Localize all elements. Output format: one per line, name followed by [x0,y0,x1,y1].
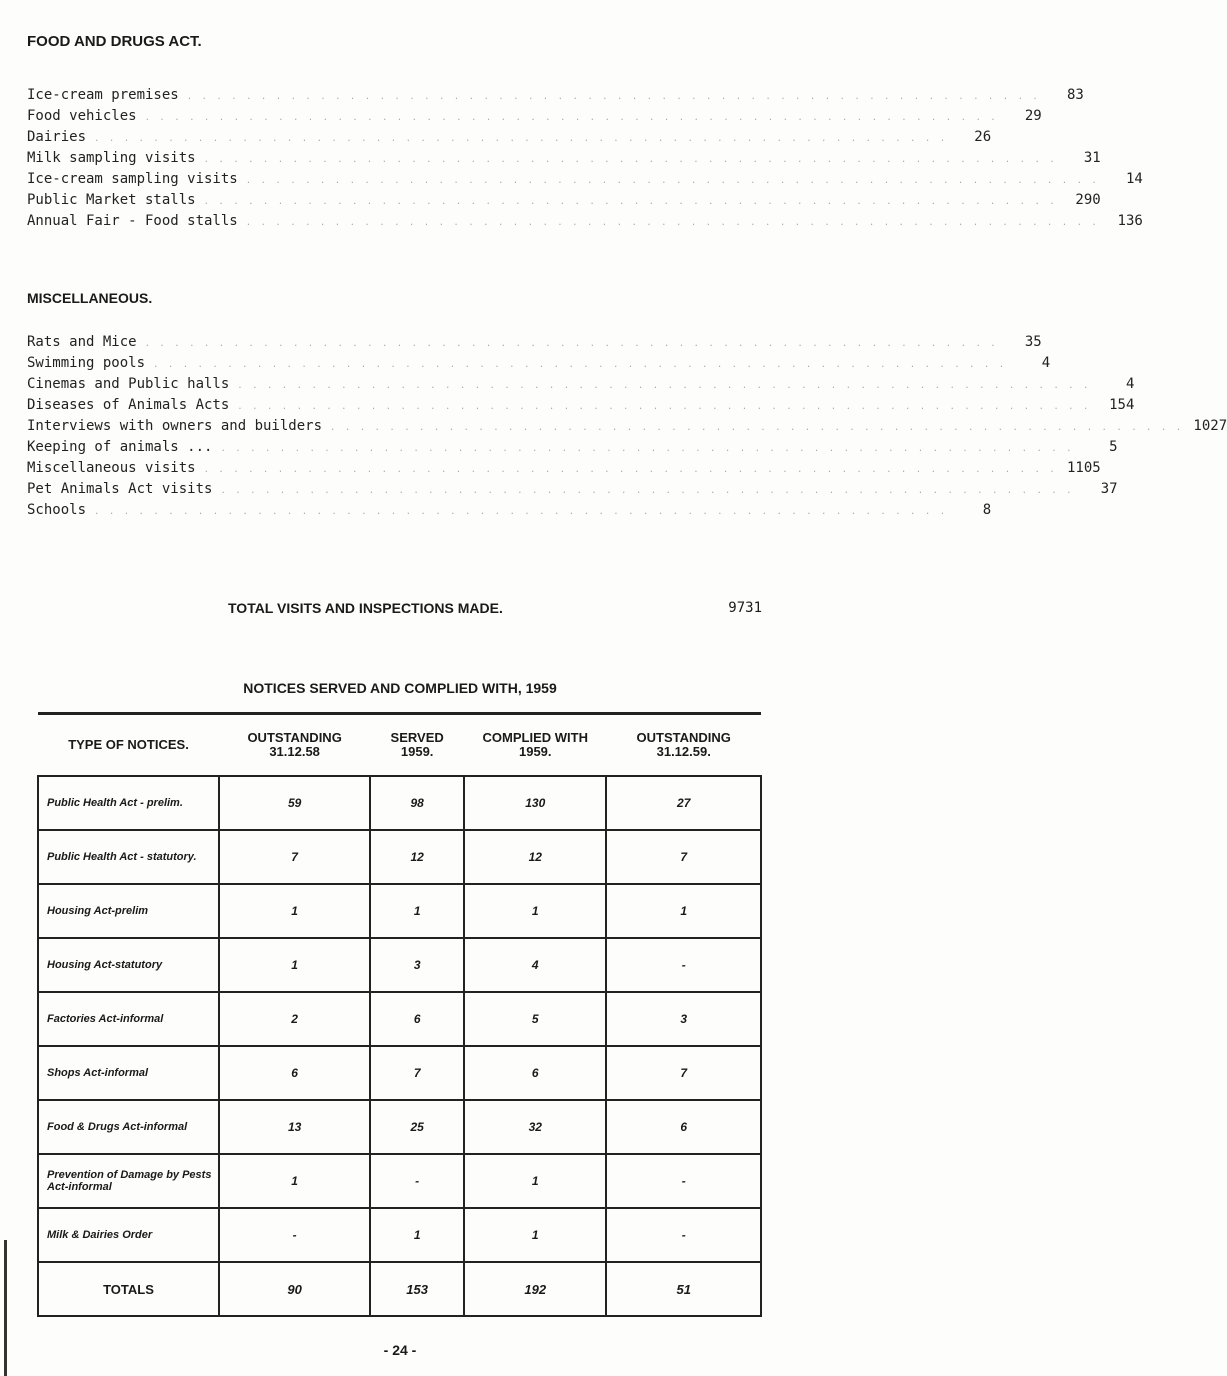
cell-outstanding-end: 7 [606,1046,761,1100]
item-value: 26 [974,129,992,145]
column-header-type: TYPE OF NOTICES. [38,714,219,777]
cell-served: - [370,1154,464,1208]
notice-type: Prevention of Damage by Pests Act-informal [38,1154,219,1208]
item-label: Pet Animals Act visits [27,481,213,497]
cell-outstanding-end: - [606,1208,761,1262]
item-value: 4 [1125,376,1135,392]
item-label: Miscellaneous visits [27,460,196,476]
column-header-outstanding-start: OUTSTANDING 31.12.58 [219,714,370,777]
list-item: Dairies . . . . . . . . . . . . . . . . . . . . . . . . . . . . . . . . . . . . . . . . . . . . . . . . . . . . . . . . . . 26 [27,129,992,145]
item-label: Annual Fair - Food stalls [27,213,238,229]
list-item: Keeping of animals ... . . . . . . . . . . . . . . . . . . . . . . . . . . . . . . . . . . . . . . . . . . . . . . . . . . . . . . . . . . 5 [27,439,1118,455]
item-label: Ice-cream sampling visits [27,171,238,187]
total-outstanding-start: 90 [219,1262,370,1316]
column-header-served: SERVED 1959. [370,714,464,777]
item-value: 154 [1109,397,1135,413]
list-item: Miscellaneous visits . . . . . . . . . . . . . . . . . . . . . . . . . . . . . . . . . . . . . . . . . . . . . . . . . . . . . . . . . . 1105 [27,460,1101,476]
cell-served: 12 [370,830,464,884]
item-label: Ice-cream premises [27,87,179,103]
cell-outstanding-start: 1 [219,884,370,938]
item-value: 35 [1024,334,1042,350]
list-item: Swimming pools . . . . . . . . . . . . . . . . . . . . . . . . . . . . . . . . . . . . . . . . . . . . . . . . . . . . . . . . . . 4 [27,355,1051,371]
item-value: 8 [982,502,992,518]
table-row [38,992,761,1046]
table-row [38,938,761,992]
cell-served: 25 [370,1100,464,1154]
item-label: Cinemas and Public halls [27,376,230,392]
cell-outstanding-end: 3 [606,992,761,1046]
item-label: Public Market stalls [27,192,196,208]
table-row [38,776,761,830]
cell-outstanding-end: - [606,1154,761,1208]
cell-outstanding-start: 13 [219,1100,370,1154]
list-item: Pet Animals Act visits . . . . . . . . . . . . . . . . . . . . . . . . . . . . . . . . . . . . . . . . . . . . . . . . . . . . . . . . . . 37 [27,481,1118,497]
list-item: Rats and Mice . . . . . . . . . . . . . . . . . . . . . . . . . . . . . . . . . . . . . . . . . . . . . . . . . . . . . . . . . . 35 [27,334,1042,350]
miscellaneous-list [27,334,1227,523]
notices-heading: NOTICES SERVED AND COMPLIED WITH, 1959 [243,680,557,696]
cell-served: 98 [370,776,464,830]
notice-type: Factories Act-informal [38,992,219,1046]
scan-edge-mark [4,1240,7,1376]
total-visits-line [0,600,800,622]
cell-served: 6 [370,992,464,1046]
list-item: Milk sampling visits . . . . . . . . . . . . . . . . . . . . . . . . . . . . . . . . . . . . . . . . . . . . . . . . . . . . . . . . . . 31 [27,150,1101,166]
cell-outstanding-start: 2 [219,992,370,1046]
column-header-complied: COMPLIED WITH 1959. [464,714,606,777]
cell-complied: 4 [464,938,606,992]
cell-outstanding-end: 1 [606,884,761,938]
item-value: 37 [1100,481,1118,497]
table-row [38,1046,761,1100]
table-row [38,1208,761,1262]
column-header-outstanding-end: OUTSTANDING 31.12.59. [606,714,761,777]
cell-complied: 130 [464,776,606,830]
cell-outstanding-start: 6 [219,1046,370,1100]
cell-outstanding-end: 6 [606,1100,761,1154]
notice-type: Food & Drugs Act-informal [38,1100,219,1154]
cell-served: 1 [370,1208,464,1262]
notice-type: Shops Act-informal [38,1046,219,1100]
notice-type: Public Health Act - prelim. [38,776,219,830]
cell-served: 1 [370,884,464,938]
item-label: Rats and Mice [27,334,137,350]
page-heading: FOOD AND DRUGS ACT. [27,33,202,50]
cell-outstanding-start: 59 [219,776,370,830]
notice-type: Housing Act-prelim [38,884,219,938]
table-row [38,884,761,938]
page-number: - 24 - [383,1342,417,1358]
table-row [38,1100,761,1154]
item-value: 5 [1109,439,1118,455]
notice-type: Public Health Act - statutory. [38,830,219,884]
table-row [38,830,761,884]
list-item: Annual Fair - Food stalls . . . . . . . . . . . . . . . . . . . . . . . . . . . . . . . . . . . . . . . . . . . . . . . . . . . . . . . . . . 136 [27,213,1143,229]
cell-complied: 32 [464,1100,606,1154]
totals-row [38,1262,761,1316]
cell-outstanding-end: 27 [606,776,761,830]
total-visits-value: 9731 [728,600,762,616]
totals-label: TOTALS [38,1262,219,1316]
cell-complied: 6 [464,1046,606,1100]
item-value: 14 [1125,171,1143,187]
food-drugs-list [27,87,1143,234]
cell-outstanding-end: 7 [606,830,761,884]
list-item: Cinemas and Public halls . . . . . . . . . . . . . . . . . . . . . . . . . . . . . . . . . . . . . . . . . . . . . . . . . . . . . . . . . . 4 [27,376,1135,392]
list-item: Diseases of Animals Acts . . . . . . . . . . . . . . . . . . . . . . . . . . . . . . . . . . . . . . . . . . . . . . . . . . . . . . . . . . 154 [27,397,1135,413]
table-row [38,1154,761,1208]
miscellaneous-heading: MISCELLANEOUS. [27,290,153,306]
total-outstanding-end: 51 [606,1262,761,1316]
notice-type: Milk & Dairies Order [38,1208,219,1262]
item-label: Interviews with owners and builders [27,418,323,434]
list-item: Ice-cream premises . . . . . . . . . . . . . . . . . . . . . . . . . . . . . . . . . . . . . . . . . . . . . . . . . . . . . . . . . . 83 [27,87,1084,103]
list-item: Interviews with owners and builders . . . . . . . . . . . . . . . . . . . . . . . . . . . . . . . . . . . . . . . . . . . . . . . . . . . . . . . . . . 1027 [27,418,1227,434]
item-label: Milk sampling visits [27,150,196,166]
list-item: Ice-cream sampling visits . . . . . . . . . . . . . . . . . . . . . . . . . . . . . . . . . . . . . . . . . . . . . . . . . . . . . . . . . . 14 [27,171,1143,187]
item-value: 4 [1041,355,1051,371]
item-label: Keeping of animals ... [27,439,213,455]
cell-outstanding-start: - [219,1208,370,1262]
cell-complied: 1 [464,1208,606,1262]
cell-complied: 5 [464,992,606,1046]
item-value: 1105 [1066,460,1101,476]
item-value: 1027 [1193,418,1227,434]
item-value: 29 [1024,108,1042,124]
notice-type: Housing Act-statutory [38,938,219,992]
cell-outstanding-start: 7 [219,830,370,884]
list-item: Food vehicles . . . . . . . . . . . . . . . . . . . . . . . . . . . . . . . . . . . . . . . . . . . . . . . . . . . . . . . . . . 29 [27,108,1042,124]
notices-table [37,712,762,1317]
cell-complied: 1 [464,1154,606,1208]
cell-complied: 12 [464,830,606,884]
item-label: Dairies [27,129,87,145]
cell-served: 3 [370,938,464,992]
item-label: Diseases of Animals Acts [27,397,230,413]
item-value: 83 [1066,87,1084,103]
cell-served: 7 [370,1046,464,1100]
list-item: Schools . . . . . . . . . . . . . . . . . . . . . . . . . . . . . . . . . . . . . . . . . . . . . . . . . . . . . . . . . . 8 [27,502,992,518]
cell-outstanding-start: 1 [219,938,370,992]
item-value: 290 [1075,192,1101,208]
table-header-row [38,714,761,777]
cell-outstanding-end: - [606,938,761,992]
list-item: Public Market stalls . . . . . . . . . . . . . . . . . . . . . . . . . . . . . . . . . . . . . . . . . . . . . . . . . . . . . . . . . . 290 [27,192,1101,208]
cell-complied: 1 [464,884,606,938]
item-value: 136 [1117,213,1143,229]
item-label: Food vehicles [27,108,137,124]
item-label: Schools [27,502,87,518]
total-visits-label: TOTAL VISITS AND INSPECTIONS MADE. [228,600,503,616]
item-value: 31 [1083,150,1101,166]
cell-outstanding-start: 1 [219,1154,370,1208]
item-label: Swimming pools [27,355,146,371]
total-complied: 192 [464,1262,606,1316]
total-served: 153 [370,1262,464,1316]
